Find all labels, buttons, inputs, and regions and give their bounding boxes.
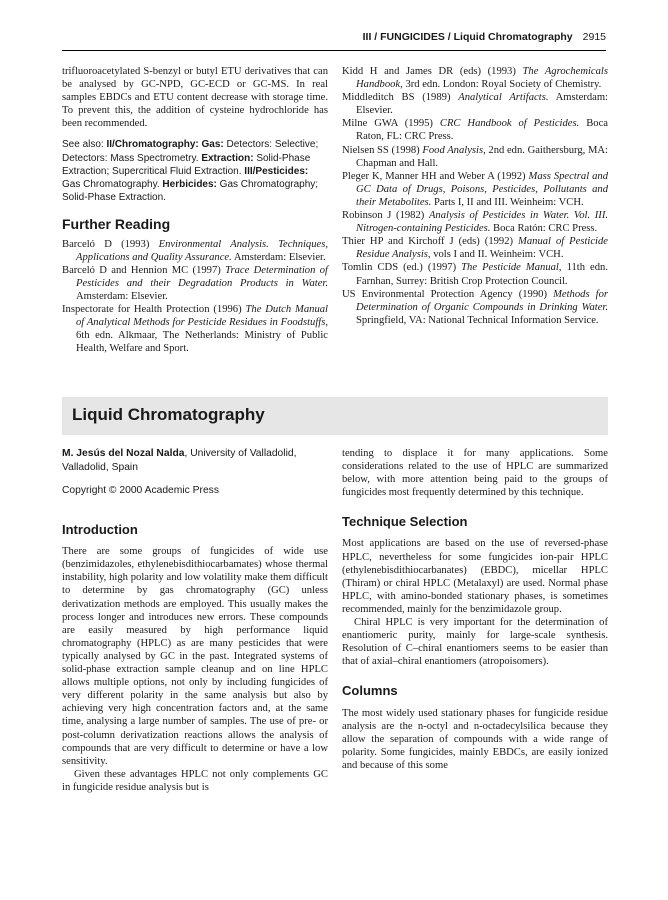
bottom-left-column [62, 447, 328, 794]
see-also-label: See also: [62, 139, 104, 151]
reference-publisher: Boca Raton, FL: CRC Press. [356, 118, 608, 143]
top-right-column [342, 65, 608, 327]
reference-title: Food Analysis [422, 144, 484, 156]
continuation-paragraph: trifluoroacetylated S-benzyl or butyl ETU derivatives that can be analysed by GC-NPD, GC-ECD or GC-MS. In real samples EBDCs and ETU content decrease with storage time. To prevent this, the addition of cysteine hydrochloride has been recommended. [62, 66, 328, 130]
reference-publisher: , 2nd edn. Gaithersburg, MA: Chapman and Hall. [356, 144, 609, 169]
see-also-text-extraction[interactable]: Solid-Phase Extraction; Supercritical Fluid Extraction. [62, 152, 311, 177]
reference-publisher: , 11th edn. Farnhan, Surrey: British Crop Protection Council. [356, 262, 608, 287]
reference-publisher: Springfield, VA: National Technical Information Service. [356, 314, 599, 326]
reference-authors: Robinson J (1982) [342, 210, 429, 222]
author-affiliation: , University of Valladolid, Valladolid, Spain [62, 448, 297, 473]
technique-selection-heading: Technique Selection [342, 514, 468, 530]
reference-title: Mass Spectral and GC Data of Drugs, Poisons, Pesticides, Pollutants and their Metabolites. [356, 170, 608, 208]
reference-authors: Thier HP and Kirchoff J (eds) (1992) [342, 236, 519, 248]
reference-authors: Kidd H and James DR (eds) (1993) [342, 66, 523, 77]
reference-publisher: , 6th edn. Alkmaar, The Netherlands: Ministry of Public Health, Welfare and Sport. [76, 317, 328, 355]
columns-heading: Columns [342, 683, 398, 699]
author-block [62, 447, 328, 475]
see-also-text-pesticides[interactable]: Gas Chromatography. [62, 179, 160, 191]
see-also-text-herbicides[interactable]: Gas Chromatography; Solid-Phase Extraction. [62, 179, 319, 204]
references-left [62, 238, 328, 356]
columns-paragraph-1: The most widely used stationary phases for fungicide residue analysis are the n-octyl and n-octadecylsilica because they allow the separation of compounds with a wide range of polarity. Some fungicides, mainly EBDCs, are easily ionized and because of this some [342, 707, 608, 771]
see-also-block [62, 138, 328, 204]
reference-publisher: , 3rd edn. London: Royal Society of Chemistry. [400, 79, 602, 91]
running-head [363, 31, 606, 43]
reference-title: Environmental Analysis. Techniques, Applications and Quality Assurance. [76, 238, 328, 263]
reference-item [62, 264, 328, 303]
author-name: M. Jesús del Nozal Nalda [62, 448, 185, 459]
reference-authors: Milne GWA (1995) [342, 118, 440, 130]
introduction-paragraph-1: There are some groups of fungicides of wide use (benzimidazoles, ethylenebisdithiocarbamates) whose thermal instability, high polarity and low volatility make them difficult to determine by gas chromatography (GC) unless derivatization methods are employed. This usually makes the process longer and introduces new errors. These compounds are easily measured by high performance liquid chromatography (HPLC) as are many pesticides that were typically analysed by GC in the past. Integrated systems of solid-phase extraction sample cleanup and on line HPLC allows multiple options, not only by including fungicides of very different polarity in the same analysis but also by achieving very high concentration factors and, at the same time, analysing a large number of samples. The use of pre- or post-column derivatization reactions allows the analysis of compounds that are very difficult to determine or have a low sensitivity. [62, 546, 328, 767]
reference-item [342, 235, 608, 261]
reference-authors: Inspectorate for Health Protection (1996) [62, 304, 246, 316]
reference-item [342, 209, 608, 235]
reference-authors: Pleger K, Manner HH and Weber A (1992) [342, 170, 529, 182]
see-also-text-detectors[interactable]: Detectors: Selective; Detectors: Mass Spectrometry. [62, 139, 319, 164]
references-right [342, 65, 608, 327]
reference-title: Analytical Artifacts. [458, 92, 549, 104]
reference-item [342, 65, 608, 91]
reference-title: The Agrochemicals Handbook [356, 66, 608, 91]
reference-publisher: , vols I and II. Weinheim: VCH. [427, 249, 564, 261]
introduction-paragraph-2-continued: tending to displace it for many applications. Some considerations related to the use of HPLC are summarized below, with more attention being paid to the groups of fungicides most frequently determined by this technique. [342, 448, 608, 499]
article-title: Liquid Chromatography [72, 405, 265, 424]
reference-item [342, 144, 608, 170]
introduction-heading: Introduction [62, 522, 138, 538]
reference-title: Analysis of Pesticides in Water. Vol. III. Nitrogen-containing Pesticides. [356, 210, 608, 235]
reference-item [342, 288, 608, 327]
page-number: 2915 [582, 31, 606, 43]
header-rule [62, 50, 606, 51]
reference-authors: US Environmental Protection Agency (1990) [342, 288, 554, 300]
technique-paragraph-1: Most applications are based on the use of reversed-phase HPLC, nevertheless for some fungicides ion-pair HPLC (ethylenebisdithiocarbanates) (EBDC), micellar HPLC (Thiram) or chiral HPLC (Metalaxyl) are used. Normal phase HPLC, with amino-bonded stationary phases, is sometimes recommended, mainly for the benzimidazole group. [342, 538, 608, 615]
technique-paragraph-2: Chiral HPLC is very important for the determination of enantiomeric purity, mainly for large-scale synthesis. Resolution of C–chiral enantiomers seems to be easier than that of axial–chiral enantiomers (atropoisomers). [342, 617, 608, 668]
reference-title: Trace Determination of Pesticides and their Degradation Products in Water. [76, 264, 328, 289]
reference-title: The Dutch Manual of Analytical Methods for Pesticide Residues in Foodstuffs [76, 304, 328, 329]
reference-item [342, 117, 608, 143]
reference-item [62, 303, 328, 355]
reference-title: The Pesticide Manual [461, 262, 559, 274]
see-also-link-extraction[interactable]: Extraction: [201, 152, 254, 164]
reference-item [62, 238, 328, 264]
copyright-line: Copyright © 2000 Academic Press [62, 485, 219, 496]
top-left-column [62, 65, 328, 355]
see-also-link-pesticides[interactable]: III/Pesticides: [244, 165, 309, 177]
reference-publisher: Amsterdam: Elsevier. [231, 251, 326, 263]
reference-item [342, 91, 608, 117]
reference-title: Methods for Determination of Organic Compounds in Drinking Water. [356, 288, 609, 313]
running-head-section: III / FUNGICIDES / Liquid Chromatography [362, 31, 573, 43]
see-also-link-herbicides[interactable]: Herbicides: [162, 179, 217, 191]
reference-authors: Tomlin CDS (ed.) (1997) [342, 262, 462, 274]
introduction-paragraph-2: Given these advantages HPLC not only complements GC in fungicide residue analysis but is [62, 768, 328, 793]
reference-authors: Barceló D and Hennion MC (1997) [62, 264, 226, 276]
reference-publisher: Parts I, II and III. Weinheim: VCH. [431, 196, 584, 208]
reference-title: Manual of Pesticide Residue Analysis [356, 236, 608, 261]
reference-publisher: Amsterdam: Elsevier. [76, 290, 168, 302]
reference-authors: Nielsen SS (1998) [342, 144, 423, 156]
reference-publisher: Amsterdam: Elsevier. [356, 92, 608, 117]
bottom-right-column [342, 447, 608, 772]
further-reading-heading: Further Reading [62, 216, 171, 233]
reference-authors: Middleditch BS (1989) [342, 92, 459, 104]
reference-publisher: Boca Ratón: CRC Press. [490, 223, 598, 235]
see-also-link-gas[interactable]: II/Chromatography: Gas: [106, 139, 224, 151]
article-title-band [62, 397, 608, 435]
reference-item [342, 261, 608, 287]
reference-authors: Barceló D (1993) [62, 238, 159, 250]
reference-title: CRC Handbook of Pesticides. [439, 118, 580, 130]
reference-item [342, 170, 608, 209]
